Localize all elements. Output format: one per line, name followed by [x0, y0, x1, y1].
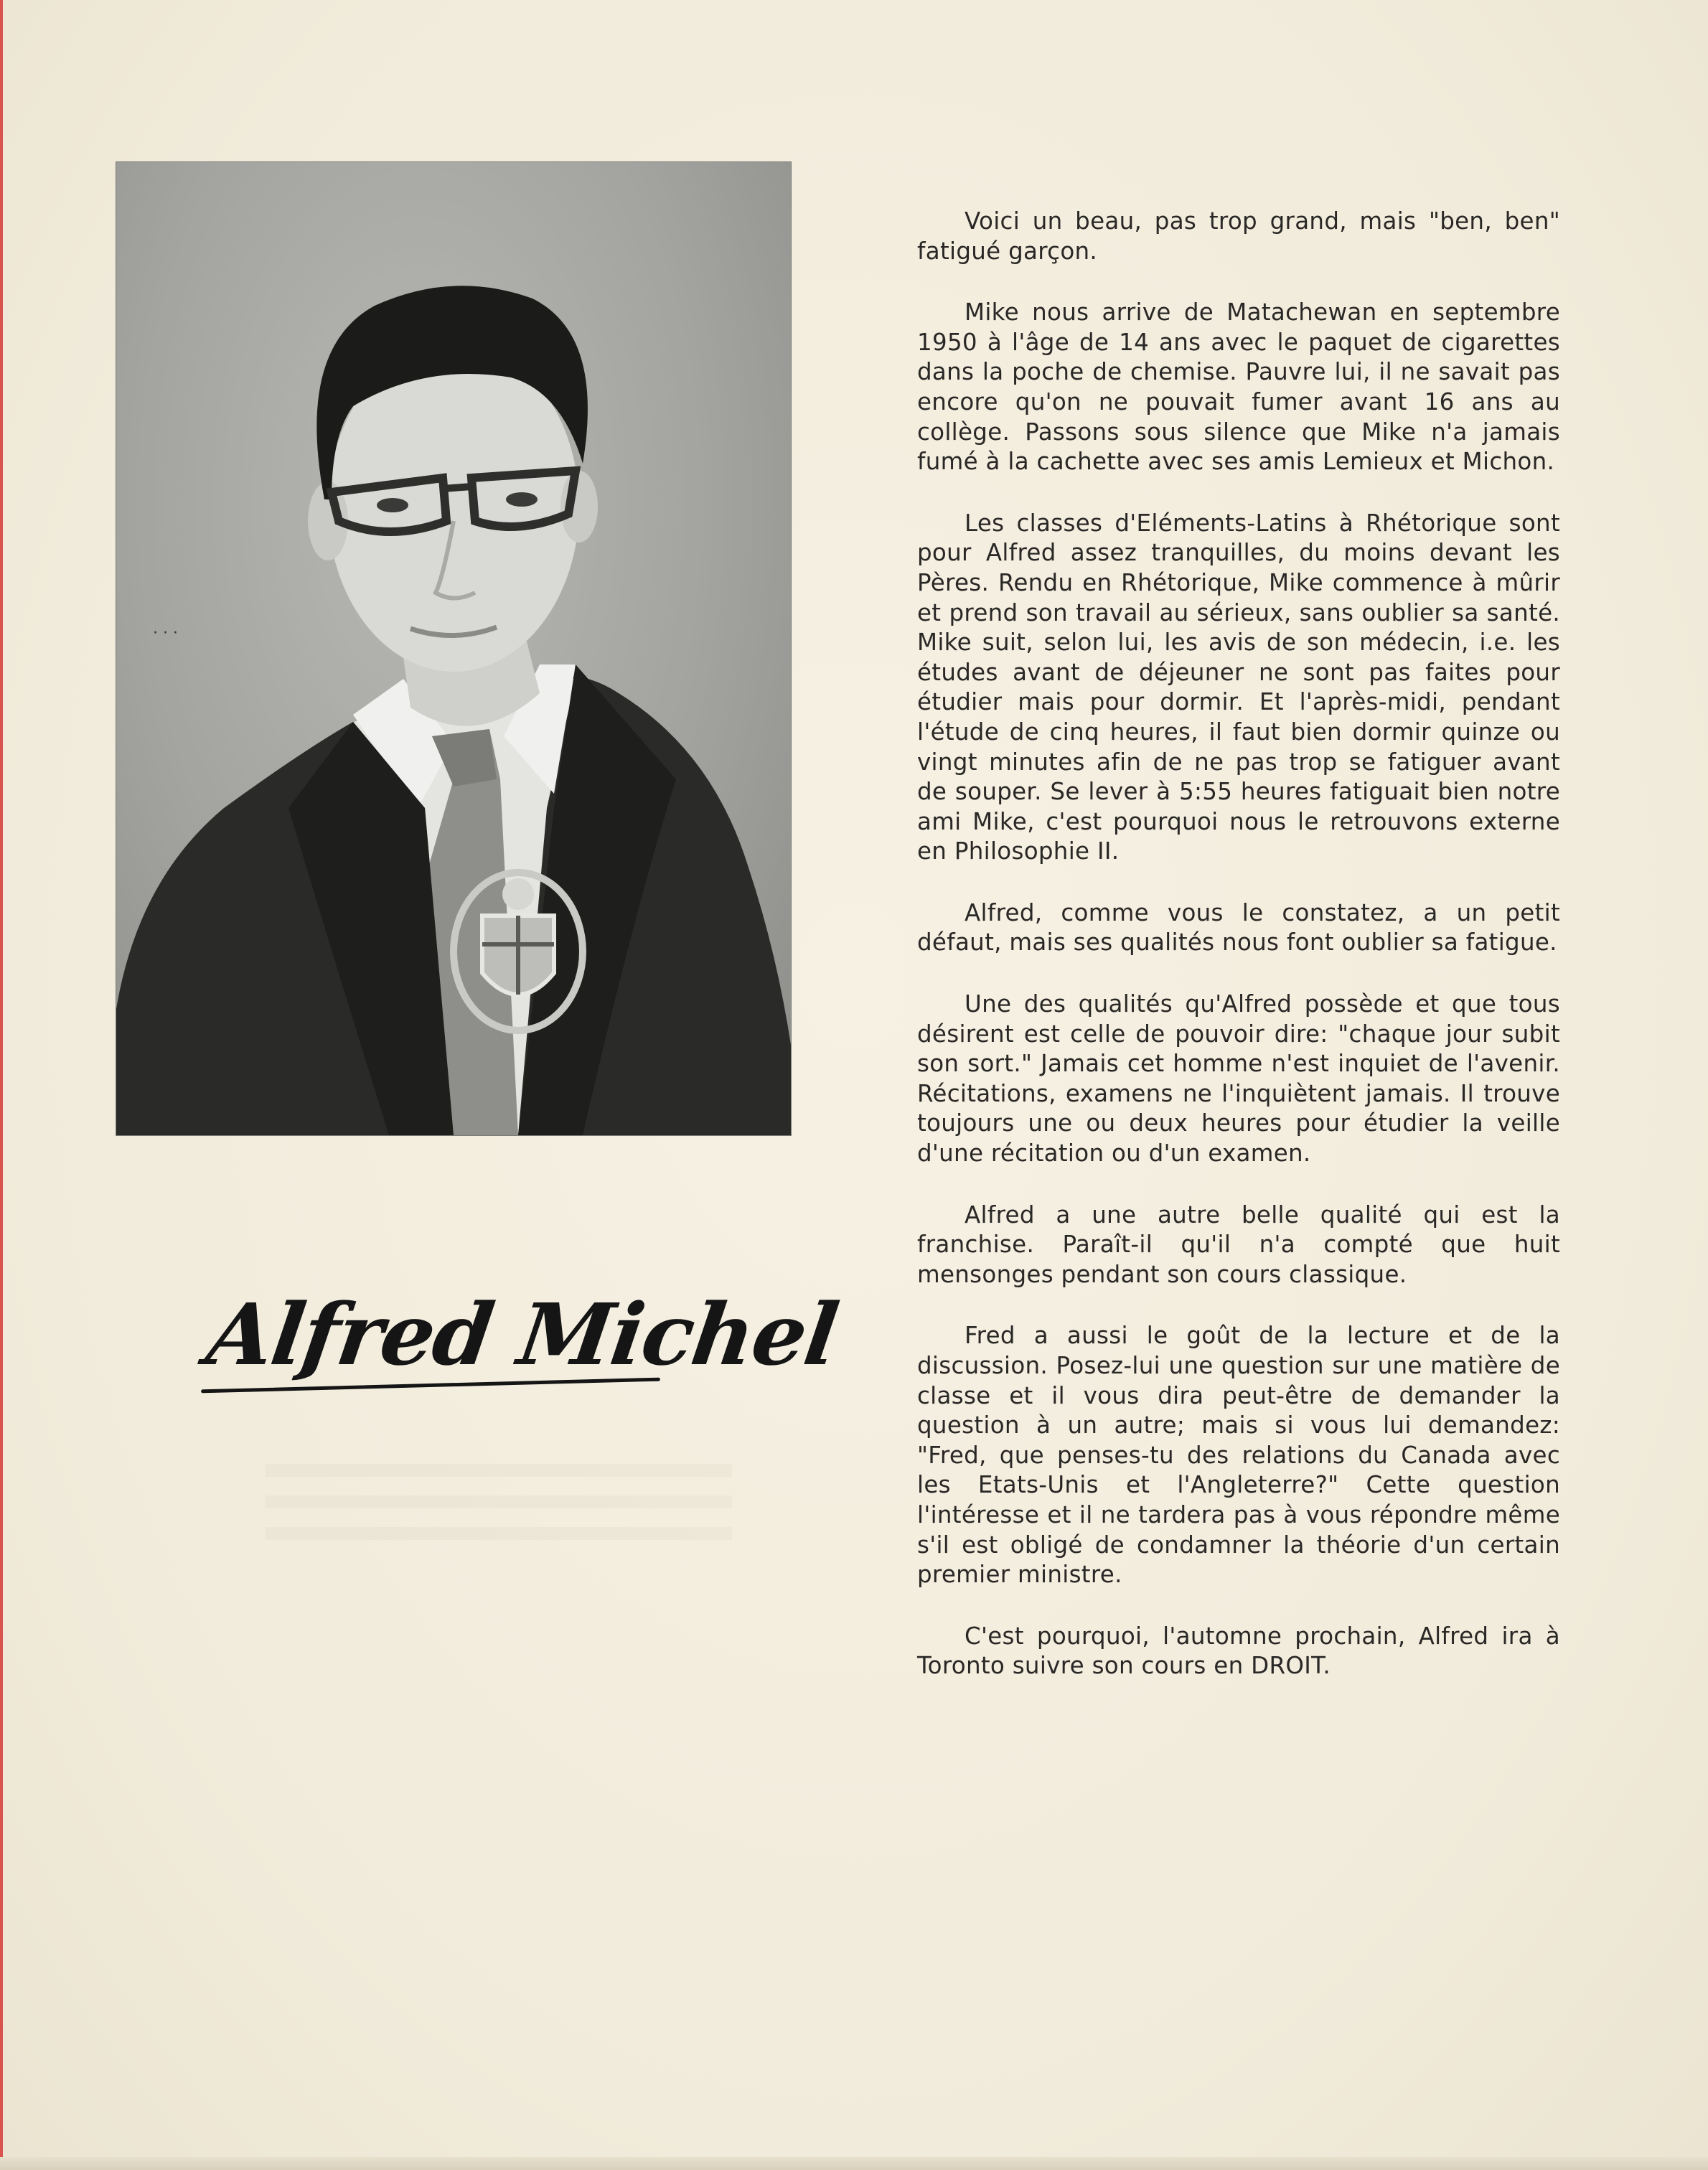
- portrait-illustration: [116, 162, 791, 1135]
- paragraph: Alfred, comme vous le constatez, a un petit défaut, mais ses qualités nous font oublier sa fatigue.: [917, 898, 1560, 957]
- stray-marks: · · ·: [153, 624, 178, 642]
- biography-text: [917, 207, 1560, 1713]
- student-name: Alfred Michel: [201, 1284, 843, 1384]
- portrait-photo: [116, 162, 791, 1135]
- paragraph: Mike nous arrive de Matachewan en septembre 1950 à l'âge de 14 ans avec le paquet de cigarettes dans la poche de chemise. Pauvre lui, il ne savait pas encore qu'on ne pouvait fumer avant 16 ans au collège. Passons sous silence que Mike n'a jamais fumé à la cachette avec ses amis Lemieux et Michon.: [917, 299, 1560, 476]
- paragraph: Alfred a une autre belle qualité qui est la franchise. Paraît-il qu'il n'a compté que huit mensonges pendant son cours classique.: [917, 1201, 1560, 1288]
- paragraph: C'est pourquoi, l'automne prochain, Alfred ira à Toronto suivre son cours en DROIT.: [917, 1622, 1560, 1680]
- paragraph: Les classes d'Eléments-Latins à Rhétorique sont pour Alfred assez tranquilles, du moins devant les Pères. Rendu en Rhétorique, Mike commence à mûrir et prend son travail au sérieux, sans oublier sa santé. Mike suit, selon lui, les avis de son médecin, i.e. les études avant de déjeuner ne sont pas faites pour étudier mais pour dormir. Et l'après-midi, pendant l'étude de cinq heures, il faut bien dormir quinze ou vingt minutes afin de ne pas trop se fatiguer avant de souper. Se lever à 5:55 heures fatiguait bien notre ami Mike, c'est pourquoi nous le retrouvons externe en Philosophie II.: [917, 509, 1560, 865]
- paragraph: Fred a aussi le goût de la lecture et de la discussion. Posez-lui une question sur une matière de classe et il vous dira peut-être de demander la question à un autre; mais si vous lui demandez: "Fred, que penses-tu des relations du Canada avec les Etats-Unis et l'Angleterre?" Cette question l'intéresse et il ne tardera pas à vous répondre même s'il est obligé de condamner la théorie d'un certain premier ministre.: [917, 1322, 1560, 1589]
- paragraph: Voici un beau, pas trop grand, mais "ben, ben" fatigué garçon.: [917, 207, 1560, 265]
- bleed-through-text: [266, 1464, 732, 1550]
- page-edge-bottom: [0, 2157, 1708, 2170]
- signature-name: [201, 1277, 843, 1421]
- page-edge-red: [0, 0, 3, 2170]
- paragraph: Une des qualités qu'Alfred possède et que tous désirent est celle de pouvoir dire: "chaque jour subit son sort." Jamais cet homme n'est inquiet de l'avenir. Récitations, examens ne l'inquiètent jamais. Il trouve toujours une ou deux heures pour étudier la veille d'une récitation ou d'un examen.: [917, 990, 1560, 1168]
